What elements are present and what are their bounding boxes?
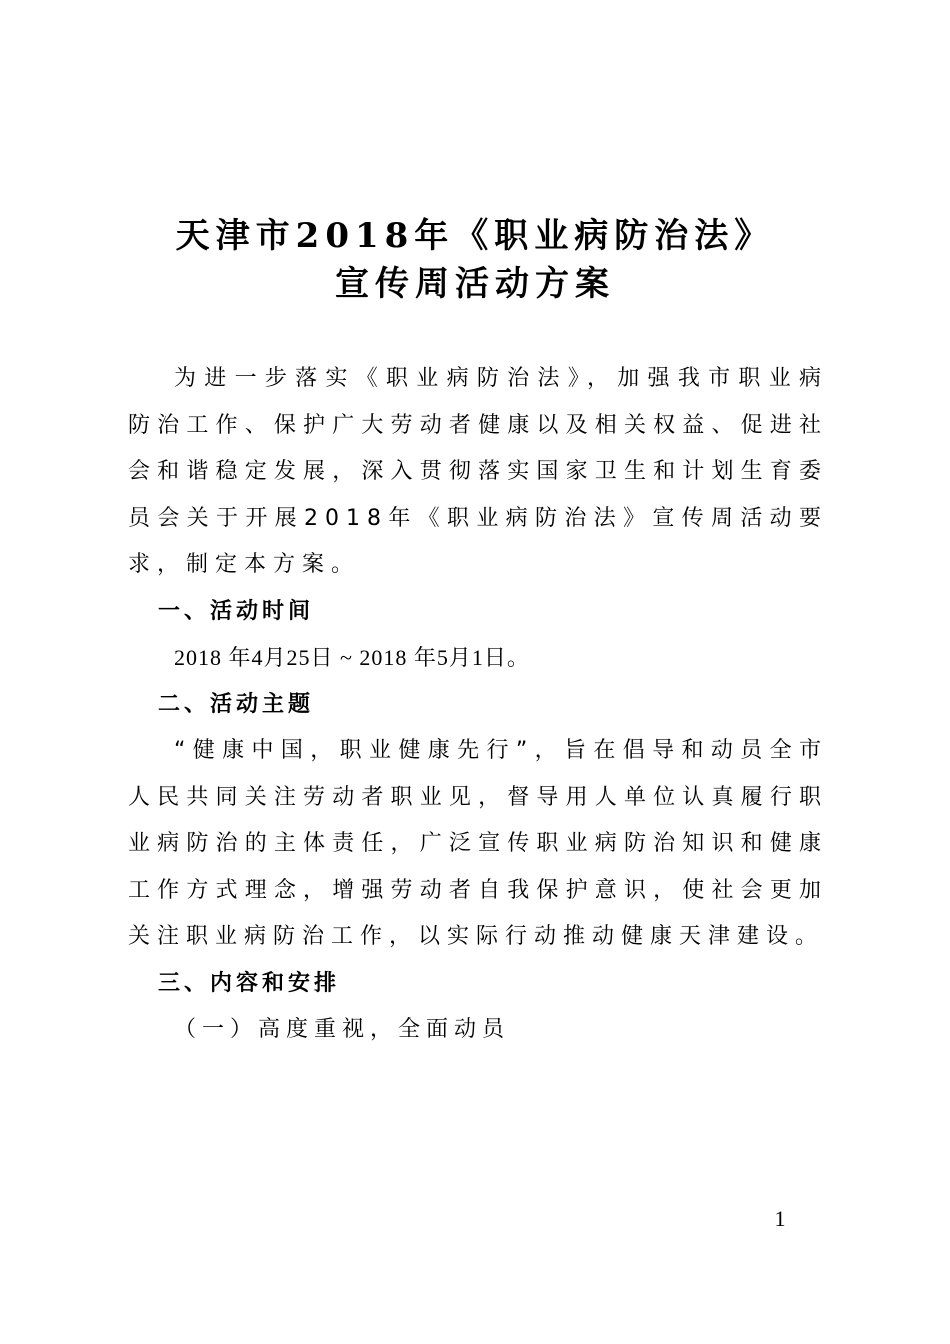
page-number: 1 — [774, 1206, 786, 1231]
section-heading-activity-time: 一、活动时间 — [158, 598, 315, 624]
section-heading-activity-theme: 二、活动主题 — [158, 691, 315, 717]
activity-theme-paragraph: “健康中国，职业健康先行”，旨在倡导和动员全市人民共同关注劳动者职业见，督导用人单位认真履行职业病防治的主体责任，广泛宣传职业病防治知识和健康工作方式理念，增强劳动者自我保护意识，使社会更加关注职业病防治工作，以实际行动推动健康天津建设。 — [128, 738, 828, 949]
document-body — [128, 356, 828, 1054]
document-title-line-2: 宣传周活动方案 — [335, 264, 615, 304]
section-heading-content-arrangement: 三、内容和安排 — [158, 970, 341, 996]
subsection-heading-mobilization: （一）高度重视，全面动员 — [174, 1017, 511, 1042]
activity-time-text: 2018 年4月25日 ~ 2018 年5月1日。 — [174, 645, 530, 670]
intro-paragraph: 为进一步落实《职业病防治法》，加强我市职业病防治工作、保护广大劳动者健康以及相关权益、促进社会和谐稳定发展，深入贯彻落实国家卫生和计划生育委员会关于开展2018年《职业病防治法》宣传周活动要求，制定本方案。 — [128, 366, 828, 577]
document-title-line-1: 天津市2018年《职业病防治法》 — [175, 216, 775, 256]
